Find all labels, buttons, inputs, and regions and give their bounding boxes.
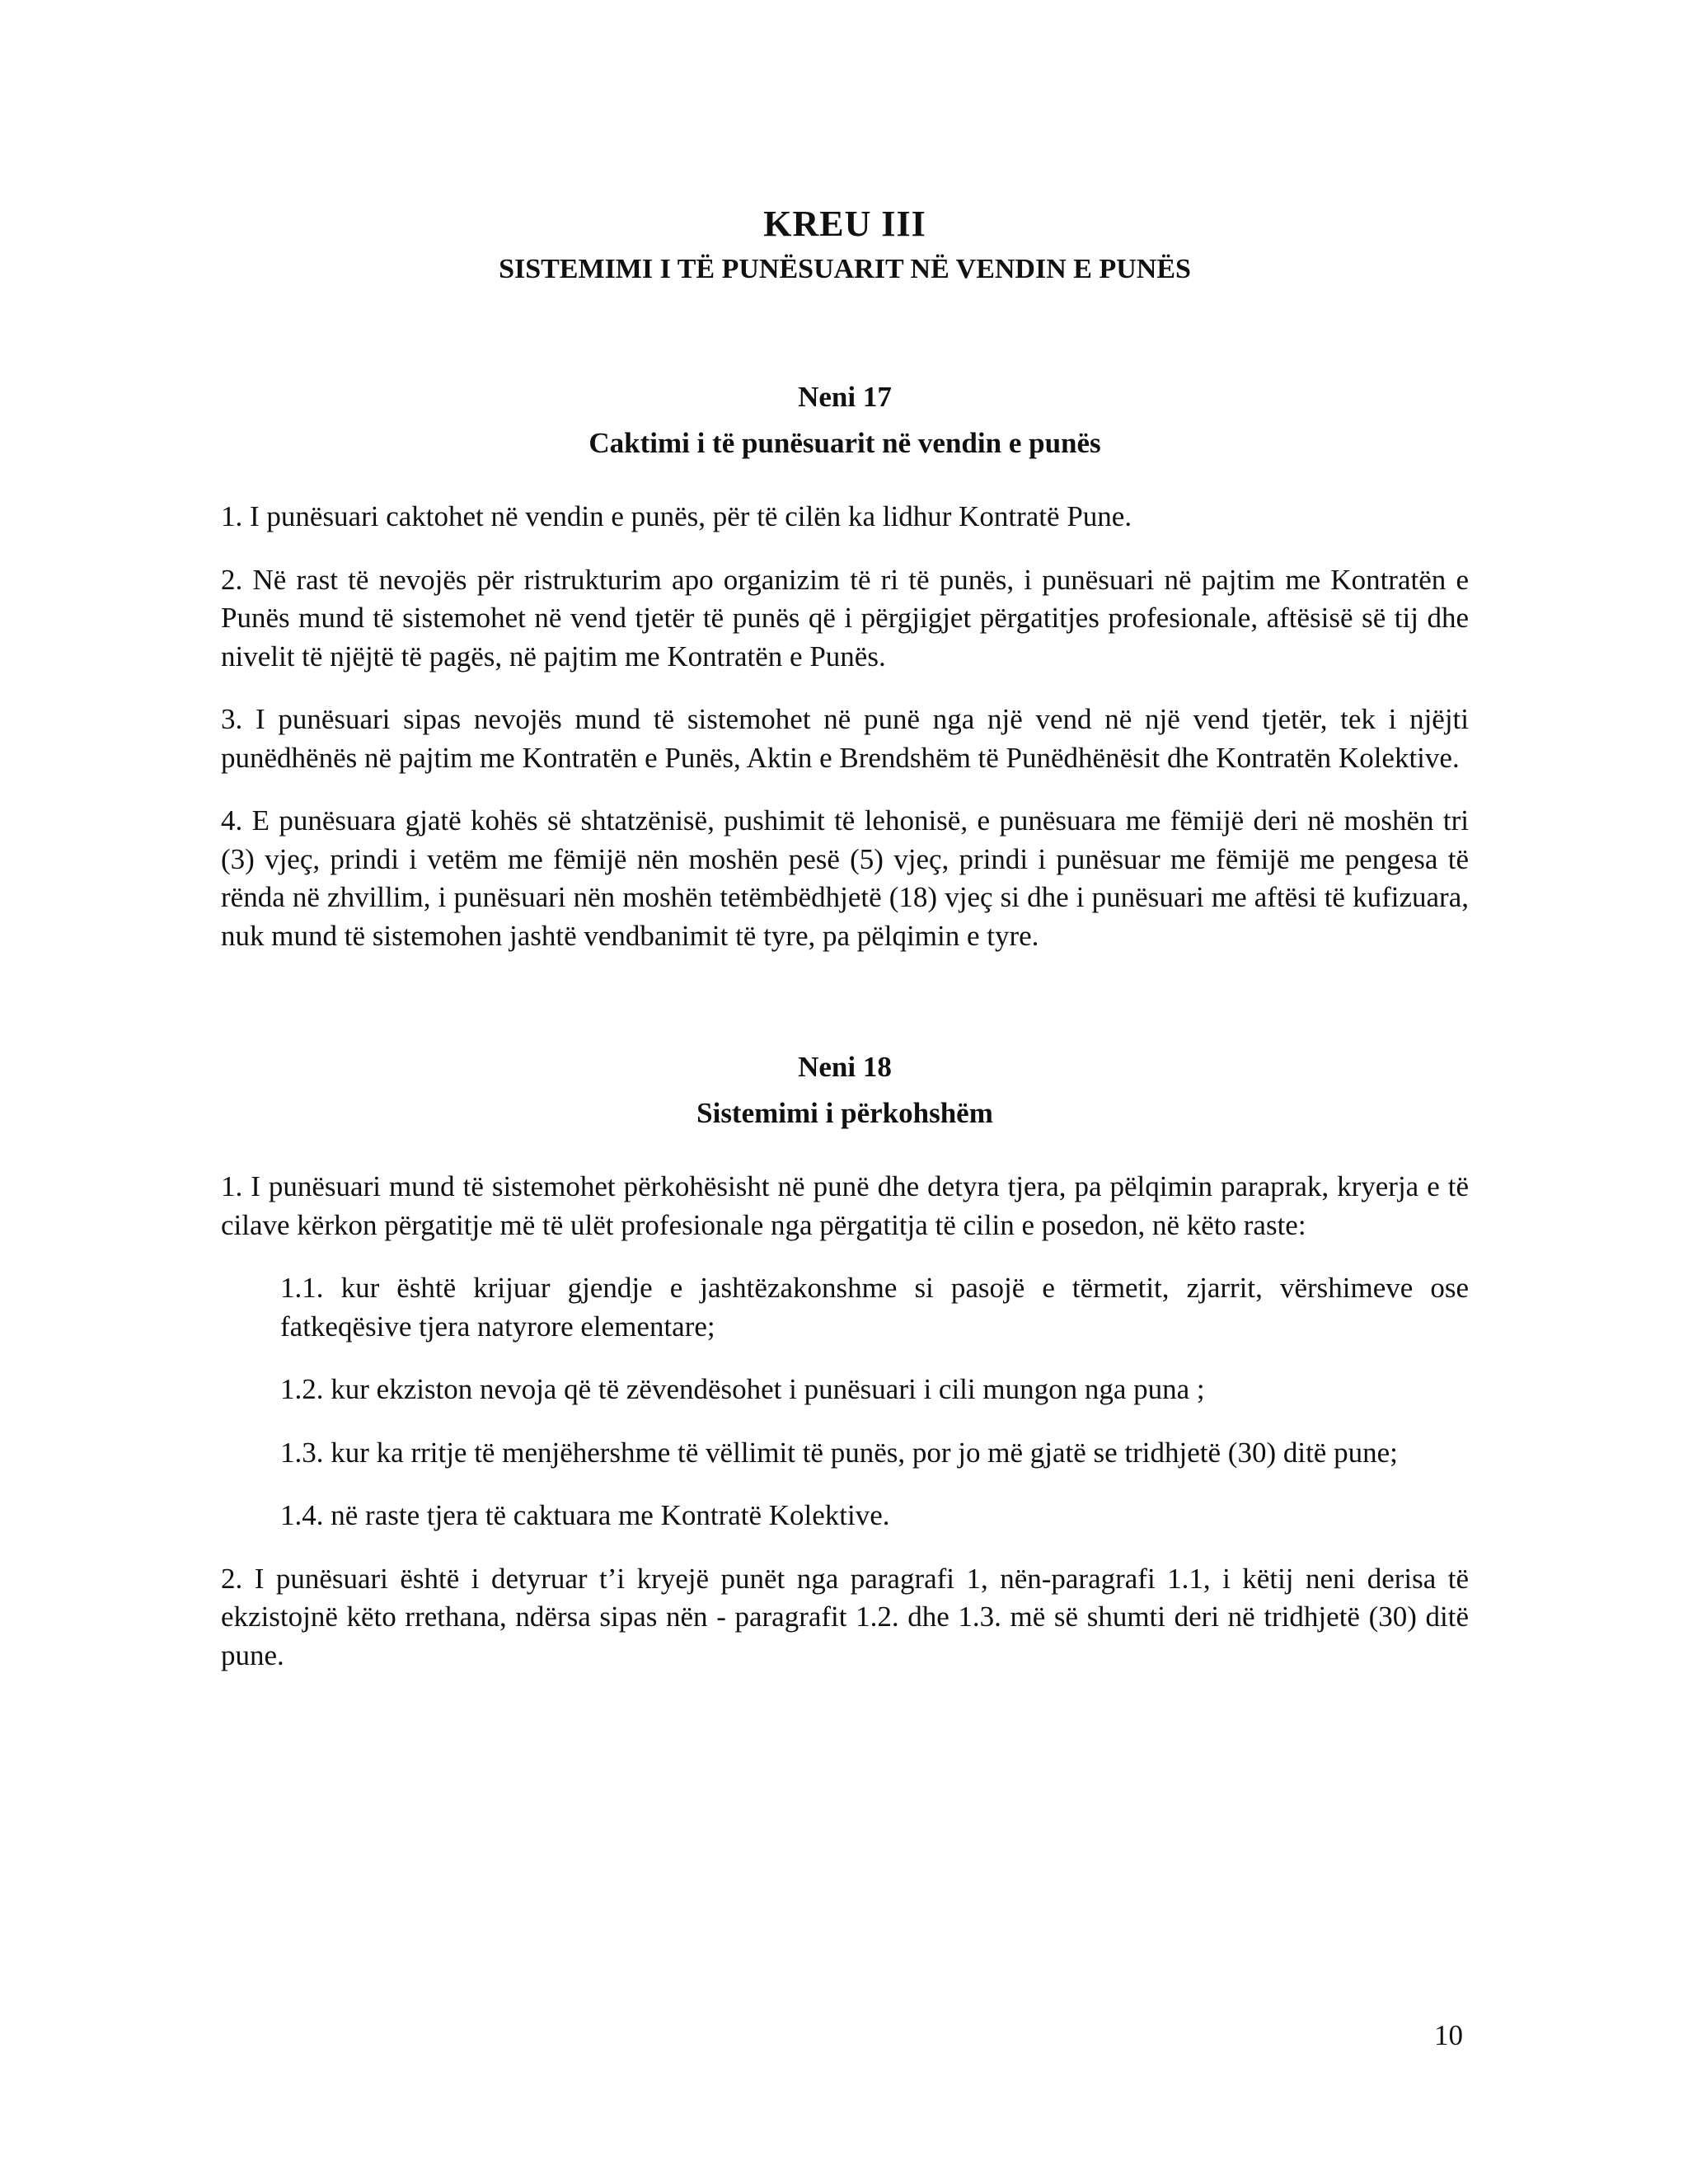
article-18-subparagraph-1-4: 1.4. në raste tjera të caktuara me Kontratë Kolektive. — [280, 1499, 890, 1531]
chapter-subtitle: SISTEMIMI I TË PUNËSUARIT NË VENDIN E PUNËS — [499, 254, 1191, 284]
article-18-subparagraph-1-3: 1.3. kur ka rritje të menjëhershme të vëllimit të punës, por jo më gjatë se tridhjetë (30) ditë pune; — [280, 1436, 1398, 1469]
article-17-paragraph-2: 2. Në rast të nevojës për ristrukturim apo organizim të ri të punës, i punësuari në pajtim me Kontratën e Punës mund të sistemohet në vend tjetër të punës që i përgjigjet përgatitjes profesionale, aftësisë së tij dhe nivelit të njëjtë të pagës, në pajtim me Kontratën e Punës. — [221, 563, 1469, 673]
document-page — [221, 190, 1469, 1675]
article-17-title: Caktimi i të punësuarit në vendin e punës — [588, 427, 1101, 459]
article-18-paragraph-2: 2. I punësuari është i detyruar t’i kryejë punët nga paragrafi 1, nën-paragrafi 1.1, i këtij neni derisa të ekzistojnë këto rrethana, ndërsa sipas nën - paragrafit 1.2. dhe 1.3. më së shumti deri në tridhjetë (30) ditë pune. — [221, 1562, 1469, 1671]
article-17 — [221, 374, 1469, 955]
article-17-paragraph-1: 1. I punësuari caktohet në vendin e punës, për të cilën ka lidhur Kontratë Pune. — [221, 500, 1132, 532]
article-18-subparagraph-1-2: 1.2. kur ekziston nevoja që të zëvendësohet i punësuari i cili mungon nga puna ; — [280, 1373, 1205, 1405]
article-18-number: Neni 18 — [798, 1051, 892, 1083]
article-17-number: Neni 17 — [798, 381, 892, 413]
article-18-paragraph-1: 1. I punësuari mund të sistemohet përkohësisht në punë dhe detyra tjera, pa pëlqimin paraprak, kryerja e të cilave kërkon përgatitje më të ulët profesionale nga përgatitja të cilin e posedon, në këto raste: — [221, 1170, 1469, 1241]
chapter-title: KREU III — [763, 204, 926, 244]
article-17-paragraph-4: 4. E punësuara gjatë kohës së shtatzënisë, pushimit të lehonisë, e punësuara me fëmijë deri në moshën tri (3) vjeç, prindi i vetëm me fëmijë nën moshën pesë (5) vjeç, prindi i punësuar me fëmijë me pengesa të rënda në zhvillim, i punësuari nën moshën tetëmbëdhjetë (18) vjeç si dhe i punësuari me aftësi të kufizuara, nuk mund të sistemohen jashtë vendbanimit të tyre, pa pëlqimin e tyre. — [221, 804, 1469, 952]
article-18 — [221, 1044, 1469, 1675]
page-number: 10 — [1434, 2019, 1463, 2051]
article-18-subparagraph-1-1: 1.1. kur është krijuar gjendje e jashtëzakonshme si pasojë e tërmetit, zjarrit, vërshimeve ose fatkeqësive tjera natyrore elementare; — [280, 1272, 1469, 1343]
article-18-title: Sistemimi i përkohshëm — [696, 1097, 993, 1129]
article-17-paragraph-3: 3. I punësuari sipas nevojës mund të sistemohet në punë nga një vend në një vend tjetër, tek i njëjti punëdhënës në pajtim me Kontratën e Punës, Aktin e Brendshëm të Punëdhënësit dhe Kontratën Kolektive. — [221, 703, 1469, 774]
